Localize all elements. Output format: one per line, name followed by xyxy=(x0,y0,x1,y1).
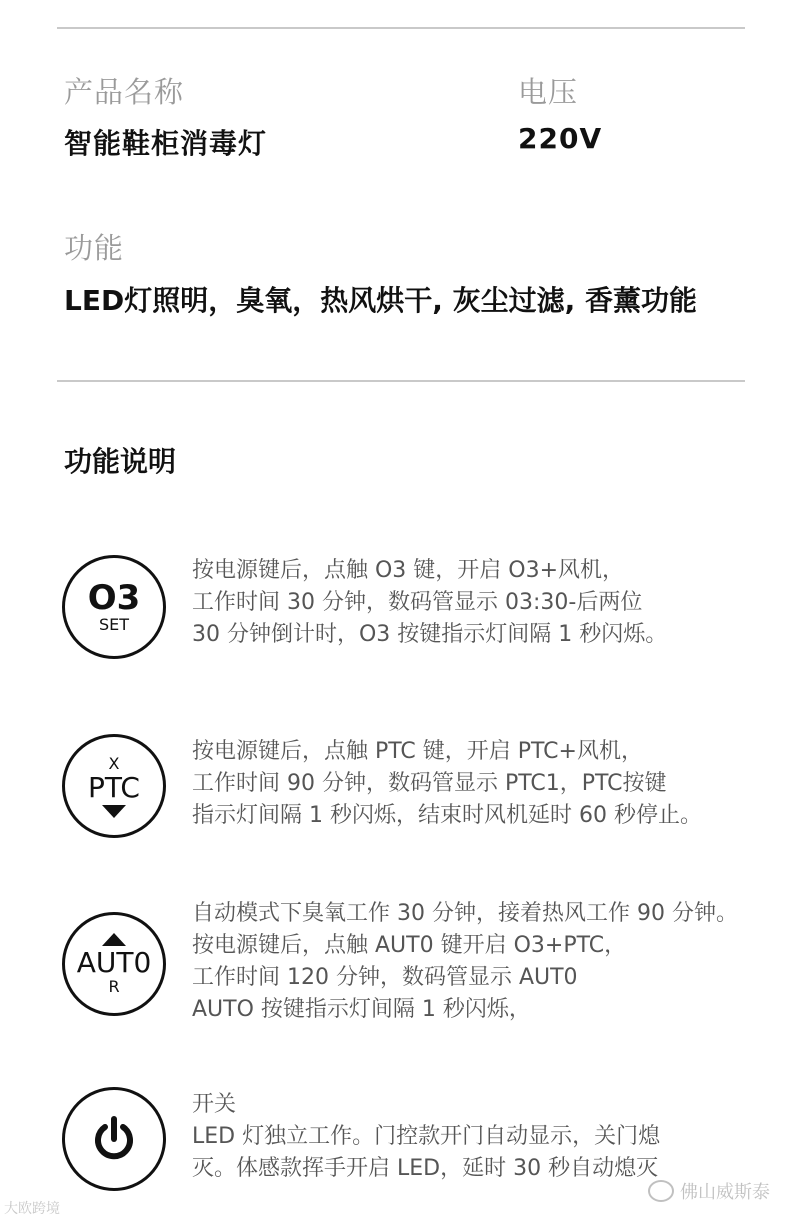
feature-power-description xyxy=(192,1089,790,1185)
description-line: 指示灯间隔 1 秒闪烁，结束时风机延时 60 秒停止。 xyxy=(192,803,702,828)
description-line: LED 灯独立工作。门控款开门自动显示，关门熄 xyxy=(192,1124,661,1149)
feature-auto-description xyxy=(192,898,790,1026)
power-symbol-icon xyxy=(90,1115,138,1163)
voltage-value: 220V xyxy=(518,122,603,155)
ptc-button-icon xyxy=(62,734,166,838)
product-name-label: 产品名称 xyxy=(64,75,185,109)
auto-button-sublabel: R xyxy=(108,976,120,996)
auto-button-label: AUT0 xyxy=(76,945,152,979)
function-value: LED灯照明，臭氧，热风烘干, 灰尘过滤, 香薰功能 xyxy=(64,284,697,317)
description-line: 按电源键后，点触 AUT0 键开启 O3+PTC， xyxy=(192,933,627,958)
description-line: AUTO 按键指示灯间隔 1 秒闪烁， xyxy=(192,997,531,1022)
o3-set-button-icon xyxy=(62,555,166,659)
auto-button-icon xyxy=(62,912,166,1016)
description-line: 工作时间 120 分钟，数码管显示 AUT0 xyxy=(192,965,578,990)
function-label: 功能 xyxy=(64,231,125,265)
wechat-logo-icon xyxy=(648,1180,674,1202)
up-arrow-icon xyxy=(102,933,126,946)
down-arrow-icon xyxy=(102,805,126,818)
voltage-label: 电压 xyxy=(518,75,579,109)
o3-button-label: O3 xyxy=(87,578,141,618)
watermark-right-text: 佛山威斯泰 xyxy=(680,1182,770,1203)
top-divider xyxy=(57,27,745,29)
description-line: 30 分钟倒计时，O3 按键指示灯间隔 1 秒闪烁。 xyxy=(192,622,668,647)
feature-ptc-description xyxy=(192,736,790,832)
watermark-left xyxy=(4,1198,60,1218)
feature-o3-description xyxy=(192,555,790,651)
description-line: 按电源键后，点触 PTC 键，开启 PTC+风机， xyxy=(192,739,643,764)
description-line: 工作时间 90 分钟，数码管显示 PTC1，PTC按键 xyxy=(192,771,667,796)
description-line: 开关 xyxy=(192,1092,237,1117)
section-divider xyxy=(57,380,745,382)
watermark-right xyxy=(648,1178,770,1204)
ptc-button-label: PTC xyxy=(88,770,140,804)
ptc-button-toplabel: X xyxy=(108,753,120,773)
watermark-left-text: 大欧跨境 xyxy=(4,1201,60,1217)
description-line: 自动模式下臭氧工作 30 分钟，接着热风工作 90 分钟。 xyxy=(192,901,738,926)
description-line: 工作时间 30 分钟，数码管显示 03:30-后两位 xyxy=(192,590,643,615)
power-button-icon xyxy=(62,1087,166,1191)
set-button-sublabel: SET xyxy=(98,615,130,634)
description-line: 灭。体感款挥手开启 LED，延时 30 秒自动熄灭 xyxy=(192,1156,659,1181)
section-title: 功能说明 xyxy=(64,445,177,478)
description-line: 按电源键后，点触 O3 键，开启 O3+风机， xyxy=(192,558,625,583)
product-name-value: 智能鞋柜消毒灯 xyxy=(64,127,268,160)
